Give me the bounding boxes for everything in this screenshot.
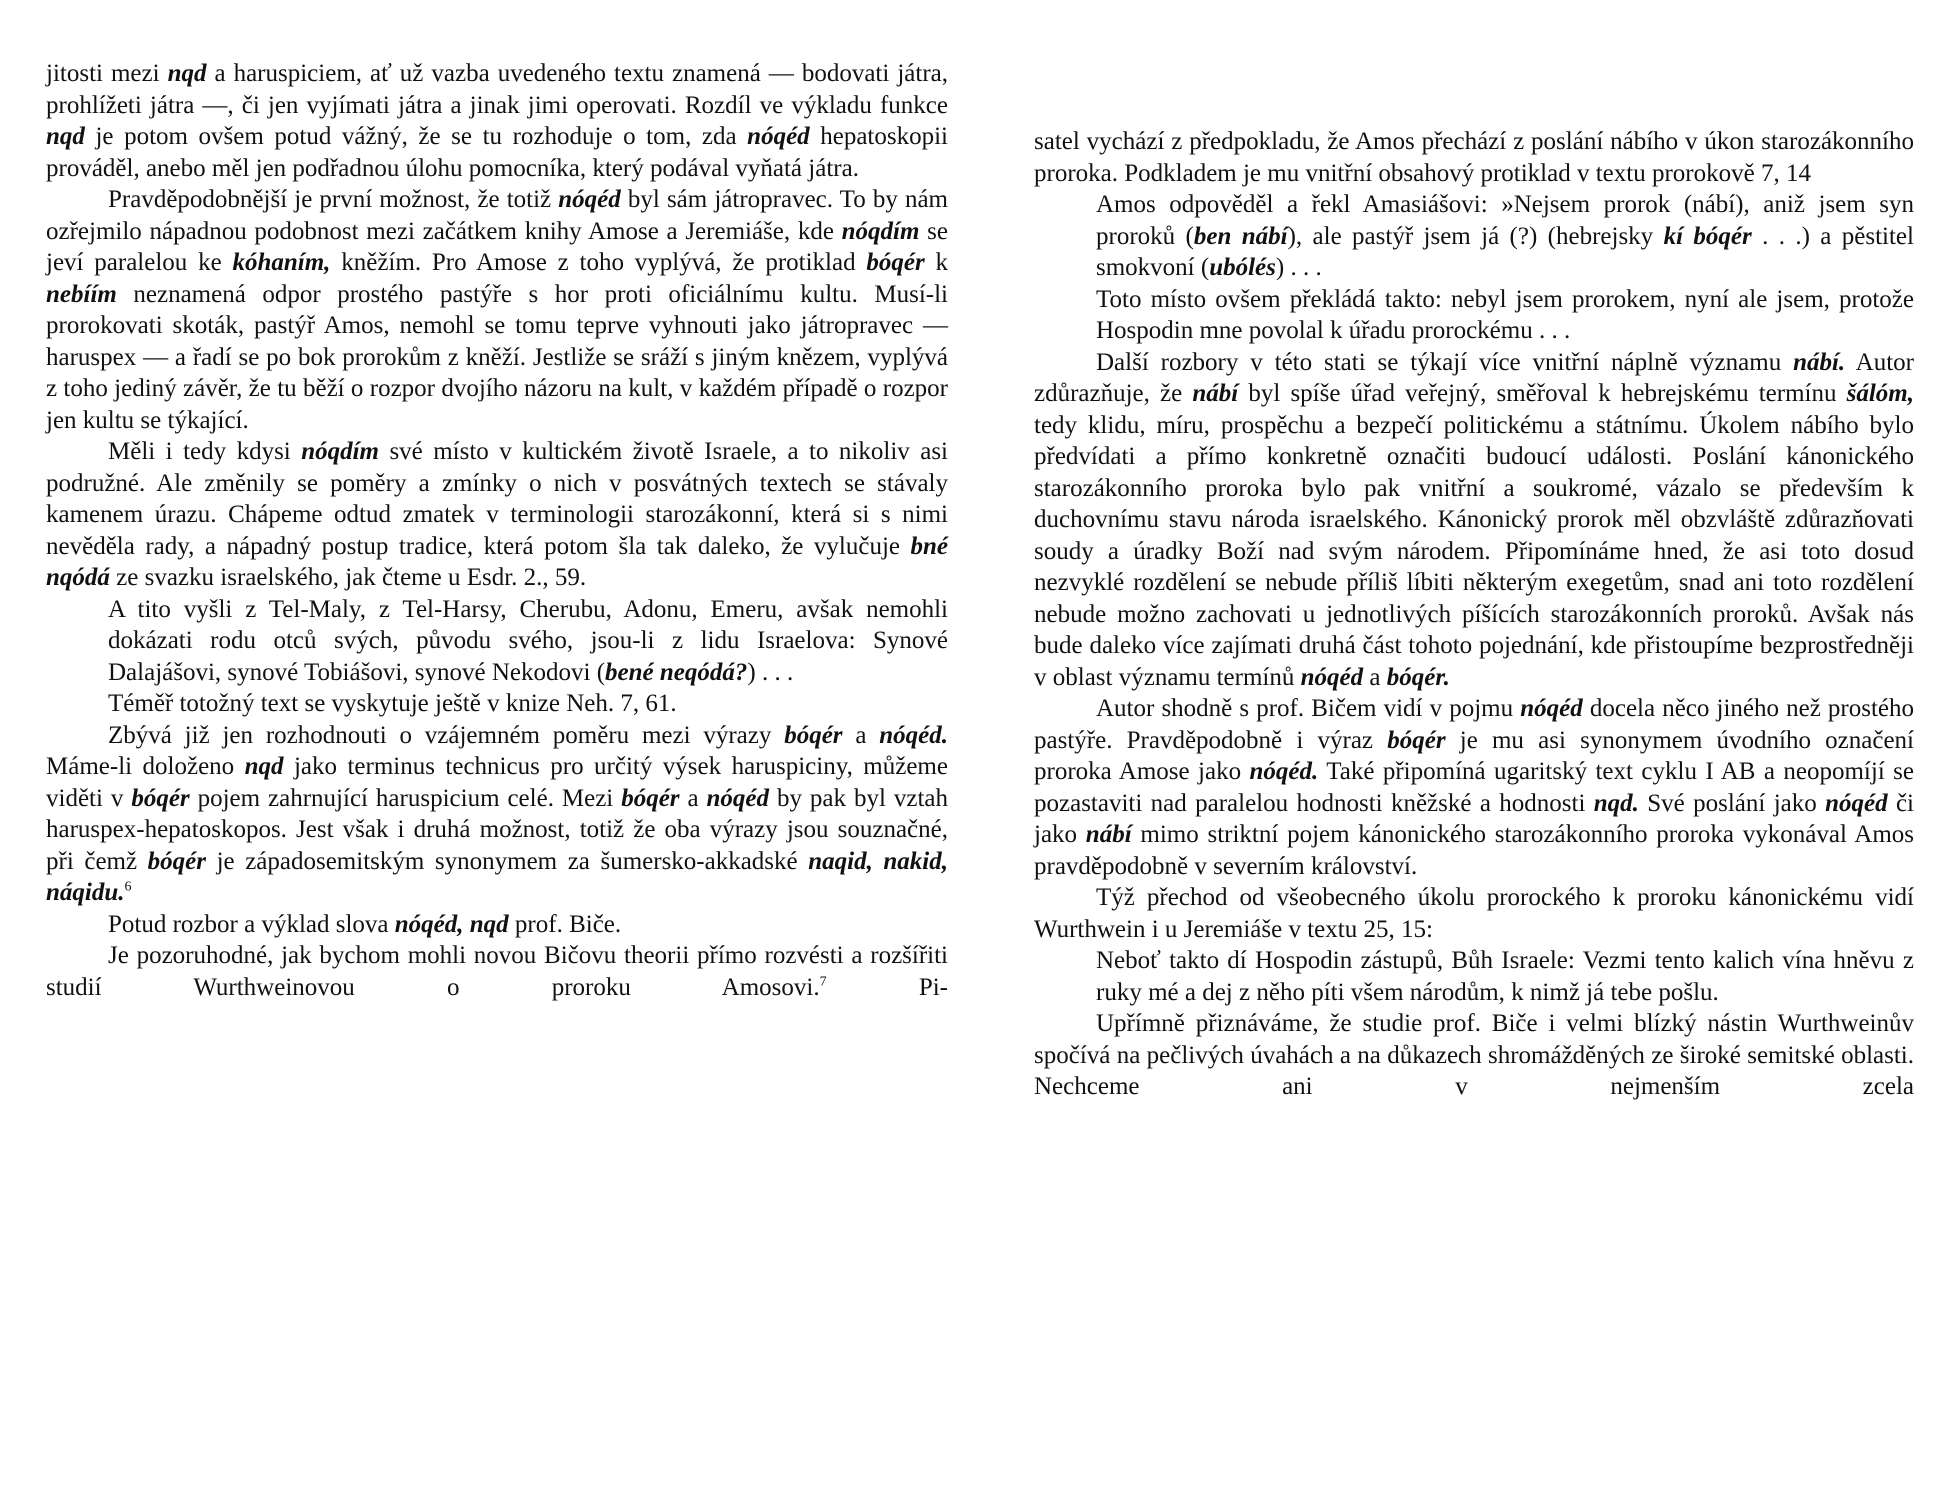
text-run: byl spíše úřad veřejný, směřoval k hebrejskému termínu — [1238, 380, 1847, 407]
left-page-paragraph — [46, 688, 948, 720]
text-run: satel vychází z předpokladu, že Amos přechází z poslání nábího v úkon starozákonního proroka. Podkladem je mu vnitřní obsahový protiklad v textu prorokově 7, 14 — [1034, 128, 1914, 187]
italic-term: nábí. — [1793, 348, 1846, 376]
text-run: jako terminus technicus pro určitý výsek haruspiciny, můžeme viděti v — [46, 753, 948, 812]
italic-term: nebíím — [46, 280, 117, 308]
text-run: Své poslání jako — [1638, 789, 1826, 817]
italic-term: ben nábí — [1193, 222, 1288, 250]
text-run: se jeví paralelou ke — [46, 217, 948, 276]
left-page-paragraph — [46, 909, 948, 941]
right-page — [1034, 126, 1914, 1103]
italic-term: bné nqódá — [46, 532, 948, 591]
italic-term: naqid, nakid, náqidu. — [46, 847, 948, 906]
text-run: Neboť takto dí Hospodin zástupů, Bůh Israele: Vezmi tento kalich vína hněvu z ruky mé a dej z něho píti všem národům, k nimž já tebe pošlu. — [1096, 947, 1914, 1006]
italic-term: kí bóqér — [1663, 222, 1752, 250]
italic-term: bóqér — [866, 249, 925, 276]
right-page-paragraph — [1034, 945, 1914, 1008]
left-page-paragraph — [46, 436, 948, 594]
text-run: své místo v kultickém životě Israele, a to nikoliv asi podružné. Ale změnily se poměry a zmínky o nich v posvátných textech se stávaly kamenem úrazu. Chápeme odtud zmatek v terminologii starozákonní, která si s nimi nevěděla rady, a nápadný postup tradice, která potom šla tak daleko, že vylučuje — [46, 438, 948, 560]
italic-term: bóqér — [147, 847, 206, 875]
text-run: Amos odpověděl a řekl Amasiášovi: »Nejsem prorok (nábí), aniž jsem syn proroků ( — [1096, 191, 1914, 250]
right-page-paragraph — [1034, 284, 1914, 347]
italic-term: bóqér — [784, 721, 843, 749]
italic-term: nóqéd — [558, 186, 621, 213]
right-page-paragraph — [1034, 882, 1914, 945]
text-run: a — [679, 784, 707, 812]
right-page-paragraph — [1034, 189, 1914, 284]
text-run: byl sám játropravec. To by nám ozřejmilo nápadnou podobnost mezi začátkem knihy Amose a Jeremiáše, kde — [46, 186, 948, 245]
text-run: je mu asi synonymem úvodního označení proroka Amose jako — [1034, 726, 1914, 785]
text-run: Pravděpodobnější je první možnost, že totiž — [108, 186, 559, 213]
text-run: Je pozoruhodné, jak bychom mohli novou Bičovu theorii přímo rozvésti a rozšířiti studií Wurthweinovou o proroku Amosovi. — [46, 942, 948, 1001]
footnote-ref: 7 — [819, 974, 827, 990]
text-run: mimo striktní pojem kánonického starozákonního proroka vykonával Amos pravděpodobně v severním království. — [1034, 821, 1914, 880]
italic-term: bené neqódá? — [605, 658, 748, 686]
text-run: k — [924, 249, 949, 276]
italic-term: nqd — [167, 60, 207, 87]
italic-term: nóqéd. — [1249, 758, 1319, 785]
left-page-paragraph — [46, 720, 948, 909]
italic-term: nóqéd. — [879, 721, 948, 749]
text-run: Pi- — [826, 973, 948, 1001]
left-page-paragraph — [46, 940, 948, 1003]
right-page-paragraph — [1034, 693, 1914, 882]
text-run: Potud rozbor a výklad slova — [108, 910, 395, 938]
text-run: A tito vyšli z Tel-Maly, z Tel-Harsy, Cherubu, Adonu, Emeru, avšak nemohli dokázati rodu otců svých, původu svého, jsou-li z lidu Israelova: Synové Dalajášovi, synové Tobiášovi, synové Nekodovi ( — [108, 595, 948, 686]
italic-term: bóqér — [131, 784, 190, 812]
text-run: . . .) a pěstitel smokvoní ( — [1096, 222, 1914, 281]
text-run: ) . . . — [747, 658, 794, 686]
italic-term: kóhaním, — [232, 249, 331, 276]
right-page-paragraph — [1034, 1008, 1914, 1103]
text-run: je potom ovšem potud vážný, že se tu rozhoduje o tom, zda — [84, 123, 748, 150]
text-run: a — [1363, 663, 1387, 691]
text-run: Další rozbory v této stati se týkají více vnitřní náplně významu — [1096, 348, 1794, 376]
text-run: a — [842, 721, 880, 749]
right-page-paragraph — [1034, 347, 1914, 694]
text-run: Toto místo ovšem překládá takto: nebyl jsem prorokem, nyní ale jsem, protože Hospodin mne povolal k úřadu prorockému . . . — [1096, 285, 1914, 344]
text-run: ze svazku israelského, jak čteme u Esdr. 2., 59. — [109, 564, 587, 591]
text-run: ), ale pastýř jsem já (?) (hebrejsky — [1287, 222, 1664, 250]
italic-term: bóqér. — [1386, 663, 1450, 691]
italic-term: nqd — [244, 753, 284, 780]
text-run: Máme-li doloženo — [46, 753, 245, 780]
italic-term: nóqéd — [1300, 663, 1364, 691]
text-run: by pak byl vztah haruspex-hepatoskopos. Jest však i druhá možnost, totiž že oba výrazy jsou souznačné, při čemž — [46, 784, 948, 875]
text-run: Autor shodně s prof. Bičem vidí v pojmu — [1096, 695, 1521, 722]
footnote-ref: 6 — [124, 879, 132, 895]
italic-term: nóqéd, nqd — [394, 910, 509, 938]
text-run: kněžím. Pro Amose z toho vyplývá, že protiklad — [330, 249, 867, 276]
text-run: Týž přechod od všeobecného úkolu prorockého k proroku kánonickému vidí Wurthwein i u Jeremiáše v textu 25, 15: — [1034, 884, 1914, 943]
italic-term: nábí — [1192, 380, 1239, 407]
italic-term: bóqér — [1387, 726, 1446, 754]
text-run: neznamená odpor prostého pastýře s hor proti oficiálnímu kultu. Musí-li prorokovati skoták, pastýř Amos, nemohl se tomu teprve vyhnouti jako játropravec — haruspex — a řadí se po bok prorokům z kněží. Jestliže se sráží s jiným knězem, vyplývá z toho jediný závěr, že tu běží o rozpor dvojího názoru na kult, v každém případě o rozpor jen kultu se týkající. — [46, 280, 948, 434]
italic-term: nábí — [1085, 821, 1132, 848]
text-run: a haruspiciem, ať už vazba uvedeného textu znamená — bodovati játra, prohlížeti játra —, či jen vyjímati játra a jinak jimi operovati. Rozdíl ve výkladu funkce — [46, 60, 948, 119]
left-page — [46, 58, 948, 1003]
right-page-paragraph — [1034, 126, 1914, 189]
italic-term: nóqéd — [1520, 695, 1583, 722]
text-run: je západosemitským synonymem za šumersko-akkadské — [206, 847, 809, 875]
text-run: pojem zahrnující haruspicium celé. Mezi — [189, 784, 622, 812]
italic-term: nóqéd — [1825, 789, 1888, 817]
italic-term: nqd. — [1593, 789, 1639, 817]
italic-term: nóqéd — [706, 784, 770, 812]
left-page-paragraph — [46, 58, 948, 184]
text-run: hepatoskopii prováděl, anebo měl jen podřadnou úlohu pomocníka, který podával vyňatá játra. — [46, 123, 949, 182]
text-run: Také připomíná ugaritský text cyklu I AB a neopomíjí se pozastaviti nad paralelou hodnosti kněžské a hodnosti — [1034, 758, 1915, 817]
italic-term: ubólés — [1209, 254, 1276, 281]
text-run: Zbývá již jen rozhodnouti o vzájemném poměru mezi výrazy — [108, 721, 785, 749]
text-run: tedy klidu, míru, prospěchu a bezpečí politickému a státnímu. Úkolem nábího bylo předvídati a přímo konkretně označiti budoucí události. Poslání kánonického starozákonního proroka bylo pak vnitřní a soukromé, vázalo se především k duchovnímu stavu národa israelského. Kánonický prorok měl obzvláště zdůrazňovati soudy a úradky Boží nad svým národem. Připomínáme hned, že asi toto dosud nezvyklé rozdělení se nebude příliš líbiti některým exegetům, snad ani toto rozdělení nebude možno zachovati u jednotlivých píšících starozákonních proroků. Avšak nás bude daleko více zajímati druhá část tohoto pojednání, kde přistoupíme bezprostředněji v oblast významu termínů — [1034, 411, 1914, 691]
italic-term: šálóm, — [1846, 380, 1914, 407]
text-run: Autor zdůrazňuje, že — [1034, 348, 1914, 407]
left-page-paragraph — [46, 184, 948, 436]
text-run: Upřímně přiznáváme, že studie prof. Biče i velmi blízký nástin Wurthweinův spočívá na pečlivých úvahách a na důkazech shromážděných ze široké semitské oblasti. Nechceme ani v nejmenším zcela — [1034, 1010, 1914, 1100]
text-run: prof. Biče. — [508, 910, 622, 938]
italic-term: nóqdím — [841, 217, 920, 245]
text-run: docela něco jiného než prostého pastýře. Pravděpodobně i výraz — [1034, 695, 1915, 754]
italic-term: bóqér — [621, 784, 680, 812]
left-page-paragraph — [46, 594, 948, 689]
italic-term: nóqdím — [301, 438, 379, 465]
italic-term: nqd — [46, 123, 85, 150]
text-run: Měli i tedy kdysi — [108, 438, 302, 465]
text-run: jitosti mezi — [46, 60, 168, 87]
text-run: Téměř totožný text se vyskytuje ještě v knize Neh. 7, 61. — [108, 690, 677, 717]
text-run: ) . . . — [1275, 254, 1322, 281]
text-run: či jako — [1034, 789, 1914, 848]
italic-term: nóqéd — [747, 123, 810, 150]
